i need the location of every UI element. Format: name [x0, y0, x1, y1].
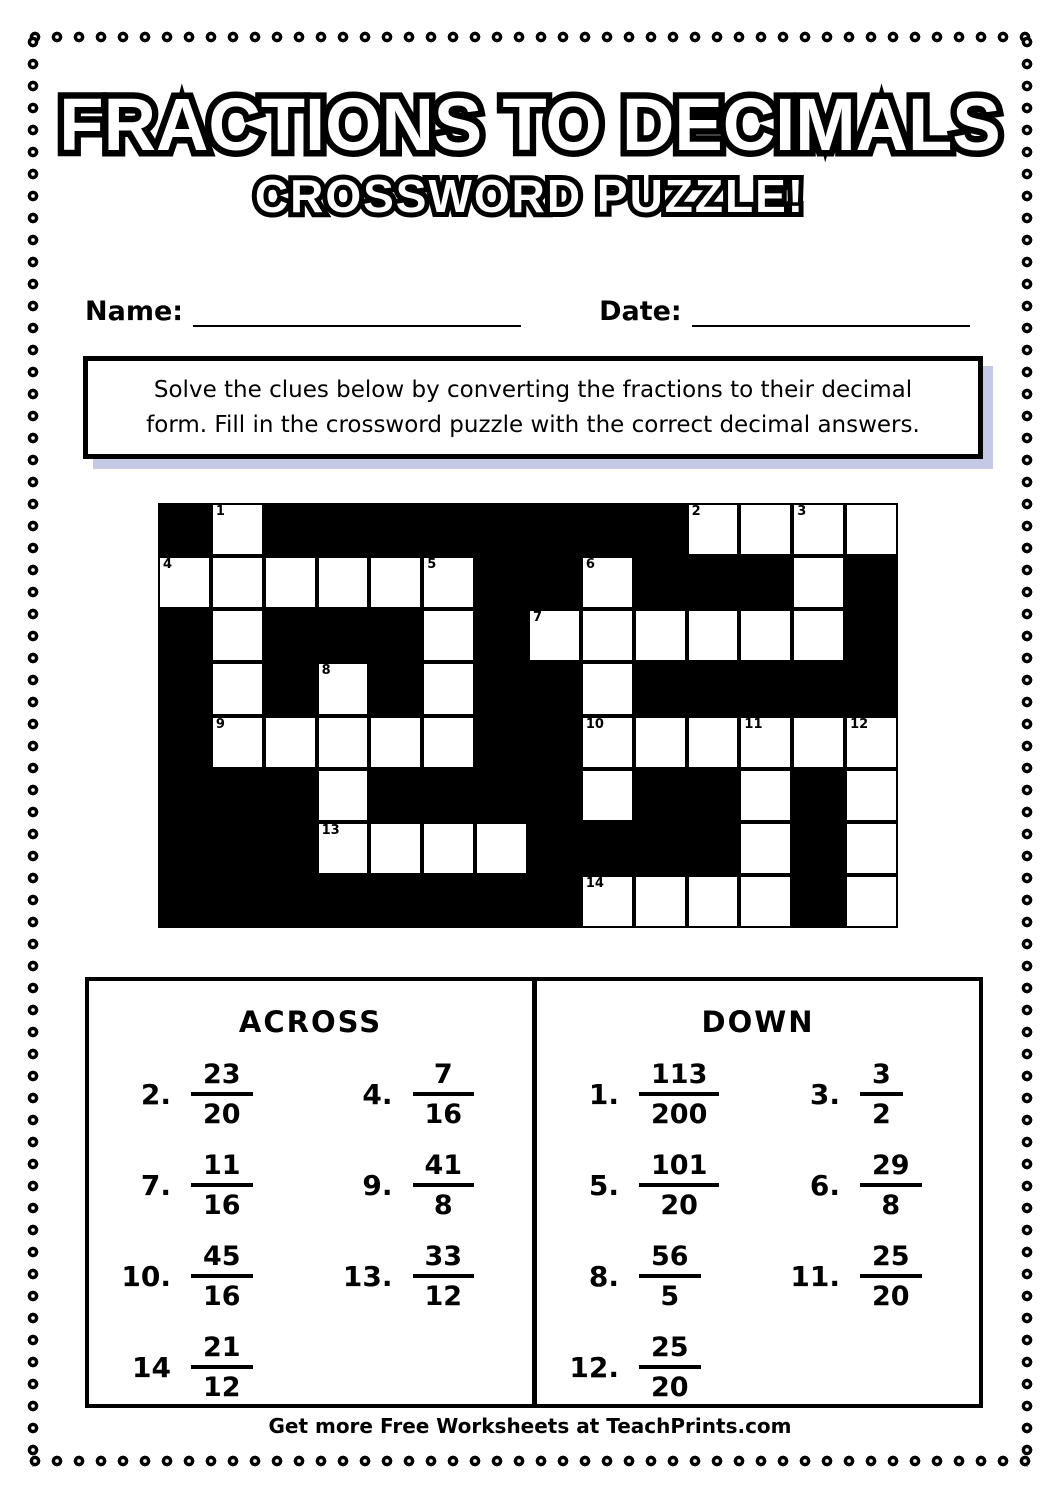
fraction-numerator: 21 — [203, 1332, 241, 1364]
fraction — [191, 1059, 253, 1130]
grid-block — [158, 662, 211, 715]
grid-cell[interactable] — [317, 716, 370, 769]
across-clues — [89, 1049, 532, 1413]
fraction-bar — [639, 1365, 701, 1369]
grid-block — [528, 875, 581, 928]
fraction-numerator: 25 — [872, 1241, 910, 1273]
cell-number: 4 — [163, 557, 173, 573]
clue-number: 12. — [569, 1351, 619, 1384]
fraction-numerator: 41 — [424, 1150, 463, 1182]
fraction-denominator: 8 — [433, 1189, 453, 1221]
cell-number: 11 — [744, 716, 763, 732]
fraction — [191, 1150, 253, 1221]
fraction-bar — [860, 1183, 922, 1187]
grid-cell[interactable] — [739, 769, 792, 822]
grid-block — [317, 875, 370, 928]
fraction-numerator: 29 — [872, 1150, 910, 1182]
grid-cell[interactable] — [369, 556, 422, 609]
grid-block — [845, 609, 898, 662]
grid-block — [369, 875, 422, 928]
fraction-bar — [413, 1274, 475, 1278]
fraction-denominator: 8 — [881, 1189, 901, 1221]
grid-block — [264, 875, 317, 928]
fraction — [191, 1332, 253, 1403]
fraction-numerator: 11 — [203, 1150, 241, 1182]
grid-cell[interactable] — [264, 716, 317, 769]
grid-cell[interactable] — [792, 716, 845, 769]
grid-block — [211, 875, 264, 928]
grid-block — [475, 556, 528, 609]
fraction-denominator: 5 — [660, 1280, 680, 1312]
grid-cell[interactable] — [739, 875, 792, 928]
grid-cell[interactable] — [739, 822, 792, 875]
fraction-denominator: 16 — [424, 1098, 463, 1130]
fraction — [639, 1332, 701, 1403]
grid-cell[interactable] — [211, 503, 264, 556]
fraction — [860, 1150, 922, 1221]
fraction — [413, 1150, 475, 1221]
grid-block — [264, 662, 317, 715]
cell-number: 2 — [691, 504, 701, 519]
grid-block — [369, 503, 422, 556]
fraction — [639, 1059, 719, 1130]
fraction-bar — [639, 1183, 719, 1187]
down-header: DOWN — [701, 1005, 815, 1039]
grid-block — [422, 769, 475, 822]
grid-cell[interactable] — [792, 503, 845, 556]
fraction-denominator: 12 — [203, 1371, 241, 1403]
border-dots-bottom — [24, 1455, 1036, 1467]
fraction-bar — [860, 1274, 922, 1278]
clue-number: 10. — [121, 1260, 171, 1293]
grid-cell[interactable] — [211, 662, 264, 715]
clue-item — [89, 1332, 311, 1403]
grid-cell[interactable] — [845, 822, 898, 875]
grid-block — [369, 769, 422, 822]
grid-block — [634, 822, 687, 875]
grid-cell[interactable] — [739, 609, 792, 662]
grid-block — [264, 769, 317, 822]
fraction-bar — [191, 1274, 253, 1278]
grid-block — [687, 769, 740, 822]
grid-block — [792, 875, 845, 928]
grid-cell[interactable] — [634, 609, 687, 662]
fraction-denominator: 20 — [203, 1098, 241, 1130]
fraction-numerator: 113 — [651, 1059, 708, 1091]
grid-cell[interactable] — [475, 822, 528, 875]
grid-cell[interactable] — [422, 662, 475, 715]
grid-cell[interactable] — [422, 822, 475, 875]
grid-cell[interactable] — [581, 875, 634, 928]
grid-cell[interactable] — [739, 716, 792, 769]
fraction-numerator: 7 — [433, 1059, 453, 1091]
grid-cell[interactable] — [845, 769, 898, 822]
fraction-bar — [860, 1092, 903, 1096]
fraction — [413, 1241, 475, 1312]
clue-number: 9. — [362, 1169, 393, 1202]
cell-number: 13 — [321, 822, 340, 838]
clue-item — [758, 1059, 979, 1130]
grid-cell[interactable] — [528, 609, 581, 662]
clue-number: 14 — [132, 1351, 171, 1384]
page-subtitle: CROSSWORD PUZZLE! CROSSWORD PUZZLE! — [0, 172, 1060, 220]
fraction — [191, 1241, 253, 1312]
grid-block — [475, 716, 528, 769]
grid-cell[interactable] — [687, 716, 740, 769]
cell-number: 7 — [533, 610, 543, 626]
clue-item — [311, 1150, 533, 1221]
cell-number: 5 — [427, 557, 437, 573]
instructions-line1: Solve the clues below by converting the fractions to their decimal — [153, 377, 913, 403]
grid-block — [422, 875, 475, 928]
grid-block — [158, 716, 211, 769]
fraction-bar — [639, 1274, 701, 1278]
fraction-denominator: 20 — [872, 1280, 910, 1312]
name-input-line[interactable] — [193, 293, 521, 327]
grid-block — [475, 609, 528, 662]
fraction-denominator: 2 — [872, 1098, 891, 1130]
clue-number: 4. — [362, 1078, 393, 1111]
instructions-box — [83, 356, 983, 459]
grid-cell[interactable] — [264, 556, 317, 609]
clue-number: 6. — [809, 1169, 840, 1202]
fraction-bar — [413, 1183, 475, 1187]
fraction-numerator: 25 — [651, 1332, 689, 1364]
grid-block — [845, 556, 898, 609]
grid-block — [634, 503, 687, 556]
fraction-denominator: 20 — [660, 1189, 698, 1221]
clue-item — [89, 1241, 311, 1312]
grid-block — [581, 503, 634, 556]
border-dots-top — [24, 31, 1036, 43]
grid-cell[interactable] — [581, 716, 634, 769]
grid-cell[interactable] — [317, 662, 370, 715]
grid-block — [264, 503, 317, 556]
clue-number: 8. — [588, 1260, 619, 1293]
grid-block — [528, 662, 581, 715]
clue-number: 7. — [140, 1169, 171, 1202]
fraction-bar — [413, 1092, 475, 1096]
clue-number: 3. — [809, 1078, 840, 1111]
fraction-numerator: 23 — [203, 1059, 241, 1091]
grid-cell[interactable] — [845, 875, 898, 928]
grid-block — [687, 556, 740, 609]
clue-number: 1. — [588, 1078, 619, 1111]
grid-block — [634, 769, 687, 822]
clue-item — [311, 1241, 533, 1312]
grid-block — [634, 662, 687, 715]
fraction-numerator: 33 — [424, 1241, 463, 1273]
grid-block — [475, 875, 528, 928]
name-label: Name: — [85, 296, 184, 327]
clue-item — [537, 1241, 758, 1312]
fraction — [860, 1241, 922, 1312]
date-input-line[interactable] — [692, 293, 970, 327]
grid-cell[interactable] — [634, 875, 687, 928]
grid-block — [528, 822, 581, 875]
fraction-denominator: 16 — [203, 1280, 241, 1312]
page-title: FRACTIONS TO DECIMALS FRACTIONS TO DECIMALS — [11, 86, 1050, 164]
grid-cell[interactable] — [687, 875, 740, 928]
cell-number: 14 — [585, 875, 604, 891]
grid-block — [369, 662, 422, 715]
border-dots-right — [1021, 31, 1033, 1467]
grid-block — [687, 662, 740, 715]
clue-item — [758, 1150, 979, 1221]
grid-cell[interactable] — [687, 609, 740, 662]
grid-block — [739, 662, 792, 715]
grid-block — [211, 822, 264, 875]
grid-cell[interactable] — [581, 769, 634, 822]
grid-cell[interactable] — [581, 609, 634, 662]
down-panel — [537, 981, 979, 1404]
grid-block — [528, 716, 581, 769]
grid-block — [158, 769, 211, 822]
cell-number: 9 — [215, 716, 225, 732]
grid-block — [158, 503, 211, 556]
clue-number: 2. — [140, 1078, 171, 1111]
fraction-numerator: 101 — [651, 1150, 708, 1182]
grid-cell[interactable] — [422, 716, 475, 769]
date-label: Date: — [599, 296, 682, 327]
header — [0, 83, 1060, 222]
cell-number: 8 — [321, 663, 331, 679]
border-dots-left — [27, 31, 39, 1467]
grid-cell[interactable] — [369, 716, 422, 769]
instructions-line2: form. Fill in the crossword puzzle with the correct decimal answers. — [146, 411, 920, 438]
grid-cell[interactable] — [422, 556, 475, 609]
fraction-numerator: 56 — [651, 1241, 689, 1273]
cell-number: 1 — [215, 504, 225, 519]
fraction — [860, 1059, 903, 1130]
clue-number: 11. — [790, 1260, 840, 1293]
clue-number: 5. — [588, 1169, 619, 1202]
grid-block — [317, 503, 370, 556]
cell-number: 3 — [797, 504, 807, 519]
grid-block — [687, 822, 740, 875]
clue-item — [537, 1332, 758, 1403]
grid-block — [792, 769, 845, 822]
grid-cell[interactable] — [581, 556, 634, 609]
grid-cell[interactable] — [792, 609, 845, 662]
grid-block — [317, 609, 370, 662]
fraction-bar — [191, 1183, 253, 1187]
grid-cell[interactable] — [687, 503, 740, 556]
grid-block — [634, 556, 687, 609]
grid-cell[interactable] — [369, 822, 422, 875]
clue-number: 13. — [342, 1260, 393, 1293]
name-date-row — [85, 293, 985, 327]
fraction-denominator: 12 — [424, 1280, 463, 1312]
grid-cell[interactable] — [634, 716, 687, 769]
grid-block — [264, 822, 317, 875]
grid-block — [792, 822, 845, 875]
grid-cell[interactable] — [739, 503, 792, 556]
clue-item — [89, 1150, 311, 1221]
footer-text: Get more Free Worksheets at TeachPrints.com — [268, 1414, 792, 1438]
grid-block — [581, 822, 634, 875]
clue-item — [311, 1059, 533, 1130]
clue-item — [758, 1241, 979, 1312]
fraction-numerator: 45 — [203, 1241, 241, 1273]
grid-block — [739, 556, 792, 609]
clue-item — [89, 1059, 311, 1130]
clue-item — [537, 1150, 758, 1221]
across-header: ACROSS — [238, 1005, 383, 1039]
grid-block — [264, 609, 317, 662]
across-panel — [89, 981, 537, 1404]
grid-cell[interactable] — [792, 556, 845, 609]
fraction — [639, 1241, 701, 1312]
crossword-grid — [158, 503, 898, 928]
grid-block — [528, 503, 581, 556]
grid-cell[interactable] — [422, 609, 475, 662]
grid-block — [422, 503, 475, 556]
grid-block — [158, 609, 211, 662]
grid-cell[interactable] — [581, 662, 634, 715]
cell-number: 6 — [585, 557, 595, 573]
grid-block — [528, 769, 581, 822]
grid-block — [475, 503, 528, 556]
grid-block — [792, 662, 845, 715]
grid-block — [211, 769, 264, 822]
grid-cell[interactable] — [211, 609, 264, 662]
clue-item — [537, 1059, 758, 1130]
down-clues — [537, 1049, 979, 1413]
fraction-numerator: 3 — [872, 1059, 891, 1091]
grid-block — [475, 662, 528, 715]
grid-cell[interactable] — [845, 503, 898, 556]
grid-cell[interactable] — [845, 716, 898, 769]
fraction-denominator: 16 — [203, 1189, 241, 1221]
grid-cell[interactable] — [317, 556, 370, 609]
grid-block — [528, 556, 581, 609]
fraction — [413, 1059, 475, 1130]
grid-cell[interactable] — [317, 822, 370, 875]
grid-block — [475, 769, 528, 822]
fraction-denominator: 200 — [651, 1098, 708, 1130]
grid-cell[interactable] — [158, 556, 211, 609]
grid-cell[interactable] — [211, 556, 264, 609]
grid-block — [369, 609, 422, 662]
fraction-bar — [191, 1092, 253, 1096]
grid-block — [158, 875, 211, 928]
fraction-bar — [191, 1365, 253, 1369]
fraction-denominator: 20 — [651, 1371, 689, 1403]
grid-block — [158, 822, 211, 875]
fraction-bar — [639, 1092, 719, 1096]
cell-number: 10 — [585, 716, 604, 732]
clues-box — [85, 977, 983, 1408]
grid-cell[interactable] — [211, 716, 264, 769]
grid-cell[interactable] — [317, 769, 370, 822]
cell-number: 12 — [850, 716, 869, 732]
fraction — [639, 1150, 719, 1221]
grid-block — [845, 662, 898, 715]
